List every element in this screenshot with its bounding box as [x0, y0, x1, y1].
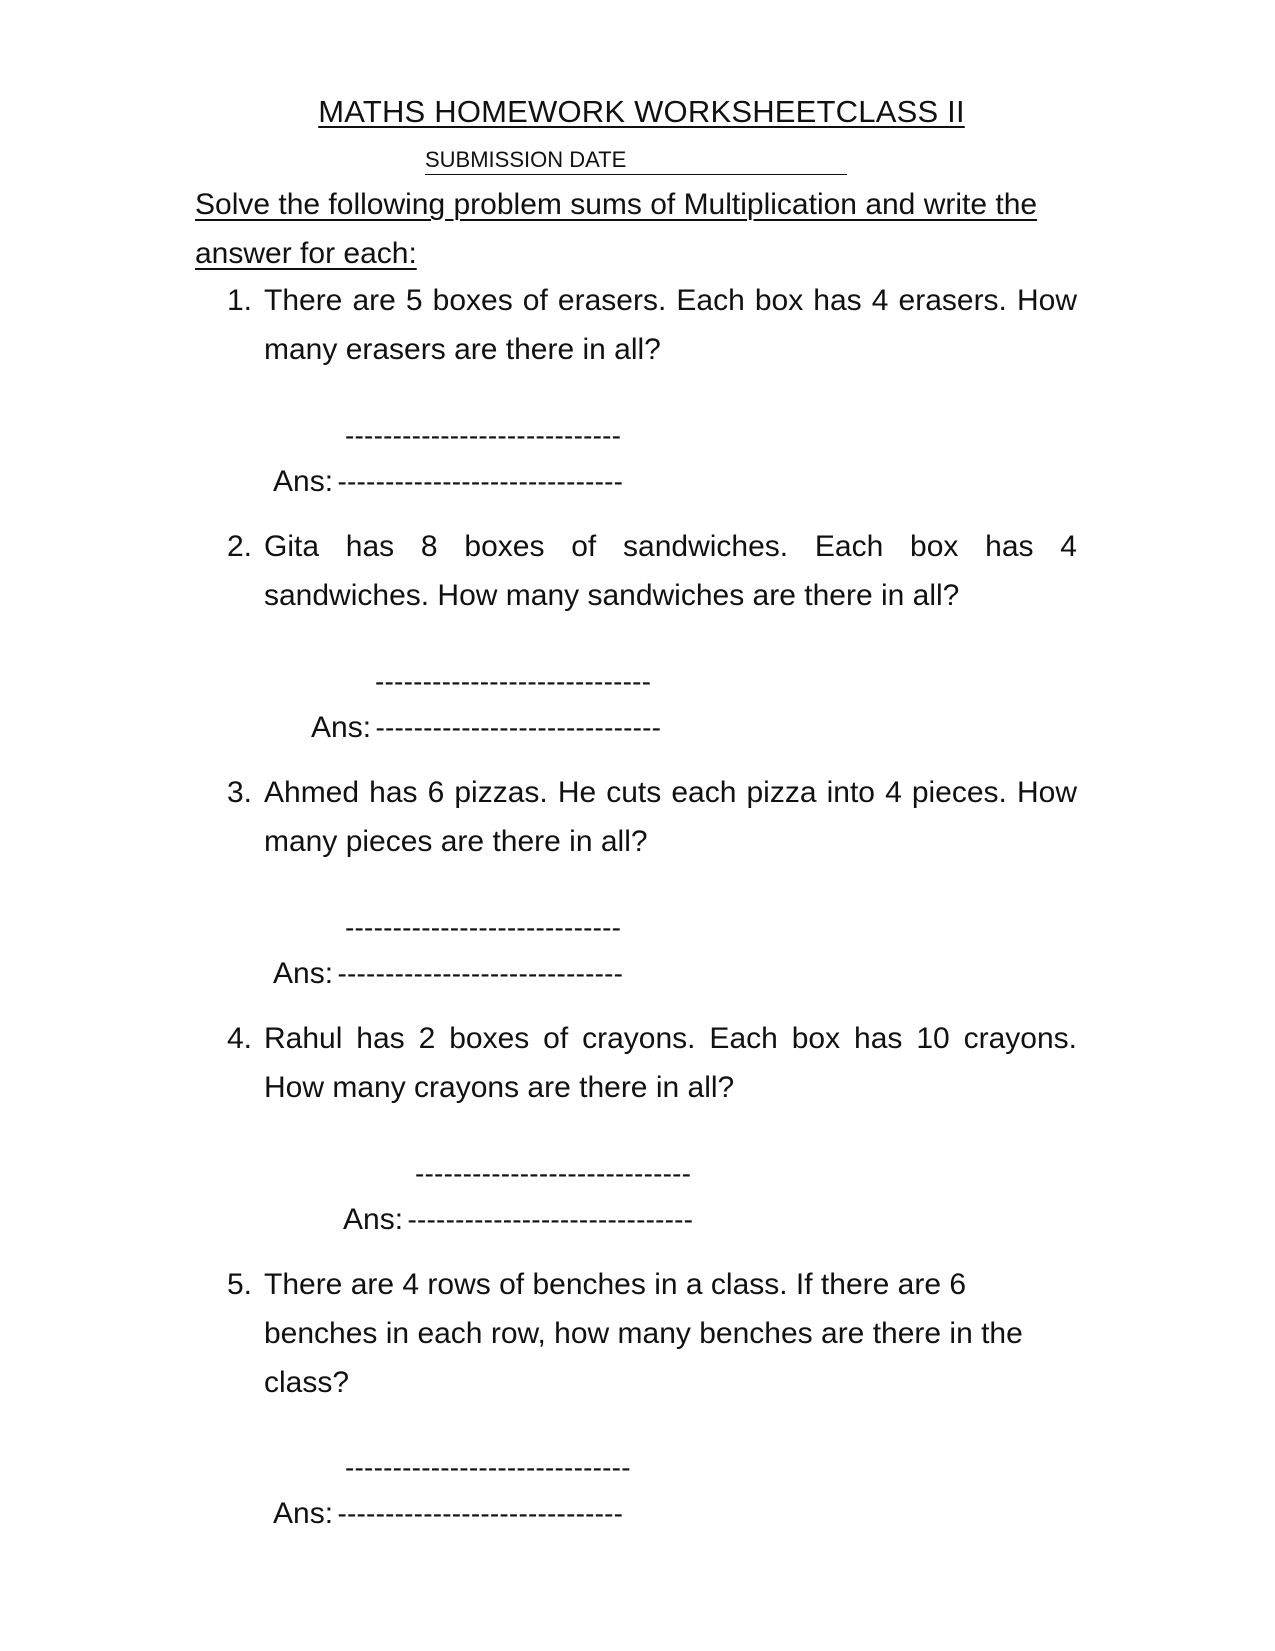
answer-line[interactable]: ------------------------------ — [337, 958, 624, 989]
worksheet-title: MATHS HOMEWORK WORKSHEETCLASS II — [318, 94, 965, 129]
question-1 — [227, 276, 1077, 374]
question-3 — [227, 768, 1077, 866]
answer-label: Ans: — [273, 1497, 334, 1530]
answer-line[interactable]: ------------------------------ — [337, 1498, 624, 1529]
question-text: There are 5 boxes of erasers. Each box has 4 erasers. How many erasers are there in all? — [264, 284, 1077, 366]
answer-label: Ans: — [343, 1203, 404, 1236]
question-2 — [227, 522, 1077, 620]
question-number: 4. — [227, 1022, 253, 1055]
question-number: 2. — [227, 530, 253, 563]
answer-label: Ans: — [273, 465, 334, 498]
question-text: Rahul has 2 boxes of crayons. Each box has 10 crayons. How many crayons are there in all? — [264, 1022, 1077, 1104]
question-4 — [227, 1014, 1077, 1112]
answer-line[interactable]: ------------------------------ — [375, 712, 662, 743]
answer-row — [343, 1203, 693, 1237]
answer-label: Ans: — [273, 957, 334, 990]
submission-date-field[interactable] — [425, 146, 847, 175]
question-number: 3. — [227, 776, 253, 809]
question-number: 1. — [227, 284, 253, 317]
answer-row — [311, 711, 661, 745]
work-line[interactable]: ----------------------------- — [375, 666, 652, 697]
answer-label: Ans: — [311, 711, 372, 744]
answer-line[interactable]: ------------------------------ — [337, 466, 624, 497]
work-line[interactable]: ----------------------------- — [415, 1158, 692, 1189]
question-5 — [227, 1260, 1037, 1407]
question-text: Gita has 8 boxes of sandwiches. Each box has 4 sandwiches. How many sandwiches are there in all? — [264, 530, 1077, 612]
answer-row — [273, 1497, 623, 1531]
answer-row — [273, 957, 623, 991]
question-text: There are 4 rows of benches in a class. If there are 6 benches in each row, how many benches are there in the class? — [264, 1268, 1023, 1399]
answer-line[interactable]: ------------------------------ — [407, 1204, 694, 1235]
work-line[interactable]: ----------------------------- — [345, 912, 622, 943]
answer-row — [273, 465, 623, 499]
work-line[interactable]: ----------------------------- — [345, 420, 622, 451]
question-text: Ahmed has 6 pizzas. He cuts each pizza into 4 pieces. How many pieces are there in all? — [264, 776, 1077, 858]
submission-date-label: SUBMISSION DATE — [425, 147, 627, 172]
question-number: 5. — [227, 1268, 253, 1301]
instructions-heading: Solve the following problem sums of Multiplication and write the answer for each: — [195, 188, 1038, 270]
work-line[interactable]: ------------------------------ — [345, 1452, 631, 1483]
